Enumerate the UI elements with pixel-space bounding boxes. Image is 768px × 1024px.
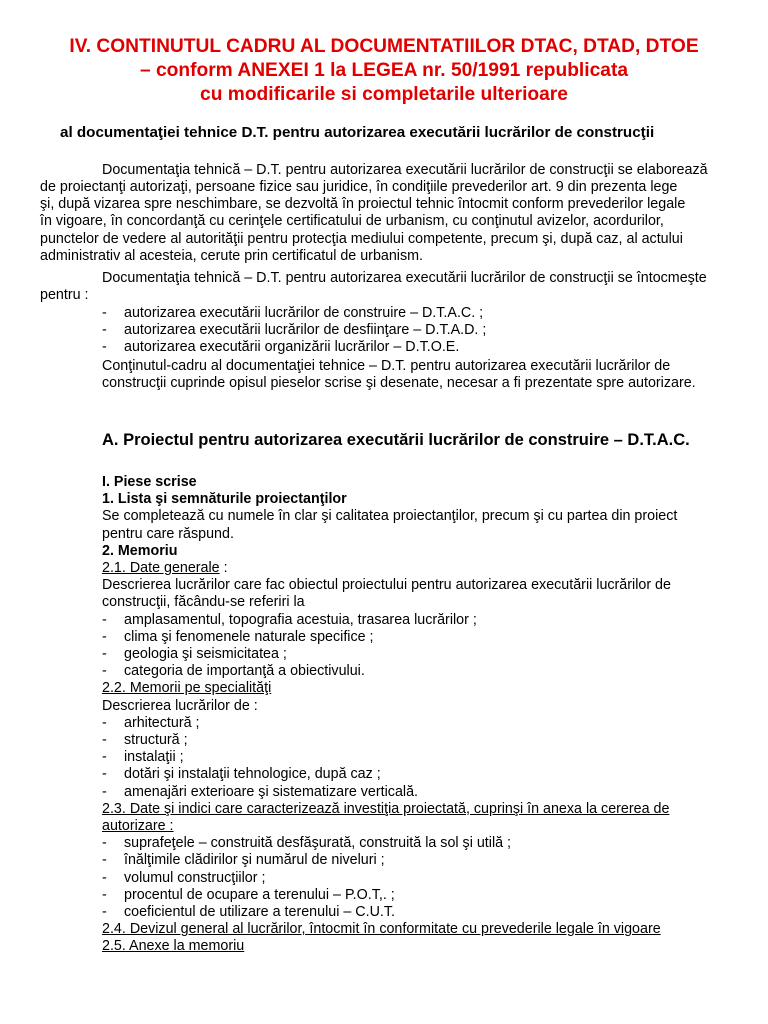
intro-p2-line: Documentaţia tehnică – D.T. pentru autorizarea executării lucrărilor de construcţii se întocmeşte bbox=[102, 270, 707, 286]
title-line-1: IV. CONTINUTUL CADRU AL DOCUMENTATIILOR DTAC, DTAD, DTOE bbox=[69, 36, 699, 57]
intro-p1-line: administrativ al acesteia, cerute prin certificatul de urbanism. bbox=[40, 247, 424, 264]
intro-p1-line: şi, după vizarea spre neschimbare, se dezvoltă în proiectul tehnic întocmit conform prevederilor legale bbox=[40, 196, 686, 213]
intro-p3-line: Conţinutul-cadru al documentaţiei tehnice – D.T. pentru autorizarea executării lucrărilor de bbox=[102, 358, 671, 374]
list-item: - instalaţii ; bbox=[102, 749, 184, 766]
list-item: - geologia şi seismicitatea ; bbox=[102, 646, 287, 663]
subsection-2-1: 2.1. Date generale : bbox=[102, 560, 228, 577]
list-item: - autorizarea executării lucrărilor de desfiinţare – D.T.A.D. ; bbox=[102, 322, 487, 339]
subsection-2-2: 2.2. Memorii pe specialităţi bbox=[102, 680, 272, 697]
list-item: - coeficientul de utilizare a terenului – C.U.T. bbox=[102, 904, 395, 921]
item-1-text: pentru care răspund. bbox=[102, 525, 234, 542]
list-item: - dotări şi instalaţii tehnologice, după caz ; bbox=[102, 766, 381, 783]
subsection-2-1-text: construcţii, făcându-se referiri la bbox=[102, 594, 305, 611]
list-item: - structură ; bbox=[102, 732, 188, 749]
intro-paragraph-3 bbox=[102, 358, 742, 392]
title-line-2: – conform ANEXEI 1 la LEGEA nr. 50/1991 republicata bbox=[139, 60, 629, 81]
intro-p2-line: pentru : bbox=[40, 287, 89, 303]
list-item: - volumul construcţiilor ; bbox=[102, 869, 266, 886]
subsection-2-5: 2.5. Anexe la memoriu bbox=[102, 938, 245, 955]
list-item: - autorizarea executării organizării lucrărilor – D.T.O.E. bbox=[102, 339, 460, 356]
list-item: - autorizarea executării lucrărilor de construire – D.T.A.C. ; bbox=[102, 305, 484, 321]
item-2-title: 2. Memoriu bbox=[102, 542, 178, 559]
intro-p3-line: construcţii cuprinde opisul pieselor scrise şi desenate, necesar a fi prezentate spre autorizare. bbox=[102, 375, 696, 392]
list-item: - categoria de importanţă a obiectivului. bbox=[102, 663, 365, 680]
intro-p1-line: în vigoare, în concordanţă cu cerinţele certificatului de urbanism, cu conţinutul avizelor, acordurilor, bbox=[40, 213, 664, 230]
list-item: - arhitectură ; bbox=[102, 714, 200, 731]
intro-paragraph-2-rest bbox=[40, 287, 680, 304]
list-item: - amenajări exterioare şi sistematizare verticală. bbox=[102, 783, 418, 800]
section-a-body bbox=[102, 474, 742, 956]
item-1-title: 1. Lista şi semnăturile proiectanţilor bbox=[102, 491, 347, 508]
intro-paragraph-2 bbox=[102, 270, 742, 287]
title-line-3: cu modificarile si completarile ulterioare bbox=[200, 84, 568, 105]
list-item: - procentul de ocupare a terenului – P.O.T,. ; bbox=[102, 886, 395, 903]
subsection-2-3: autorizare : bbox=[102, 818, 174, 835]
subsection-2-2-text: Descrierea lucrărilor de : bbox=[102, 697, 258, 714]
intro-document-types-list bbox=[102, 305, 742, 357]
subsection-2-4: 2.4. Devizul general al lucrărilor, întocmit în conformitate cu prevederile legale în vigoare bbox=[102, 921, 661, 938]
document-title bbox=[40, 35, 728, 107]
list-item: - înălţimile clădirilor şi numărul de niveluri ; bbox=[102, 852, 385, 869]
item-1-text: Se completează cu numele în clar şi calitatea proiectanţilor, precum şi cu partea din proiect bbox=[102, 508, 678, 525]
intro-p1-line: Documentaţia tehnică – D.T. pentru autorizarea executării lucrărilor de construcţii se elaborează bbox=[102, 162, 708, 178]
intro-paragraph-1-rest bbox=[40, 179, 760, 265]
subsection-2-1-text: Descrierea lucrărilor care fac obiectul proiectului pentru autorizarea executării lucrărilor de bbox=[102, 577, 671, 594]
intro-p1-line: punctelor de vedere al autorităţii pentru protecţia mediului competente, precum şi, după caz, al actului bbox=[40, 230, 683, 247]
list-item: - clima şi fenomenele naturale specifice ; bbox=[102, 628, 374, 645]
document-subtitle: al documentaţiei tehnice D.T. pentru autorizarea executării lucrărilor de construcţii bbox=[60, 124, 655, 141]
intro-p1-line: de proiectanţi autorizaţi, persoane fizice sau juridice, în condiţiile prevederilor art. 9 din prezenta lege bbox=[40, 179, 678, 195]
list-item: - amplasamentul, topografia acestuia, trasarea lucrărilor ; bbox=[102, 611, 477, 628]
subsection-2-3: 2.3. Date şi indici care caracterizează investiţia proiectată, cuprinşi în anexa la cererea de bbox=[102, 800, 670, 817]
list-item: - suprafeţele – construită desfăşurată, construită la sol şi utilă ; bbox=[102, 835, 512, 852]
piese-scrise-heading: I. Piese scrise bbox=[102, 474, 197, 490]
section-a-heading: A. Proiectul pentru autorizarea executării lucrărilor de construire – D.T.A.C. bbox=[102, 431, 690, 449]
intro-paragraph-1 bbox=[102, 162, 742, 179]
